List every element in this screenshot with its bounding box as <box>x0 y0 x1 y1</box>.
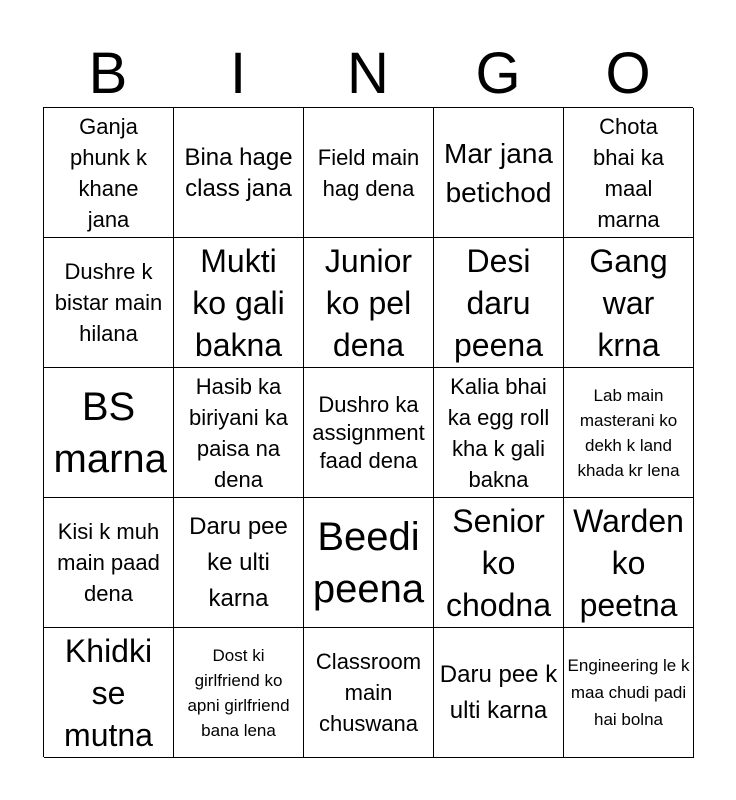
cell-text: Kalia bhai ka egg roll kha k gali bakna <box>447 373 550 492</box>
bingo-board <box>43 107 693 757</box>
bingo-cell[interactable] <box>44 498 174 628</box>
cell-text: Dushre k bistar main hilana <box>54 259 163 346</box>
cell-text: Dost ki girlfriend ko apni girlfriend bana lena <box>187 645 290 740</box>
bingo-cell[interactable] <box>564 238 694 368</box>
bingo-cell[interactable] <box>304 108 434 238</box>
cell-text: Beedi peena <box>312 514 425 611</box>
bingo-cell[interactable] <box>304 368 434 498</box>
header-letter-o: O <box>605 41 651 106</box>
bingo-cell[interactable] <box>174 238 304 368</box>
bingo-cell[interactable] <box>564 628 694 758</box>
cell-text: Hasib ka biriyani ka paisa na dena <box>188 373 289 492</box>
bingo-cell[interactable] <box>174 368 304 498</box>
cell-text: Field main hag dena <box>317 144 420 201</box>
bingo-cell[interactable] <box>304 238 434 368</box>
header-letter-g: G <box>475 41 521 106</box>
bingo-cell[interactable] <box>44 368 174 498</box>
bingo-cell[interactable] <box>434 108 564 238</box>
header-letter-n: N <box>347 41 389 106</box>
bingo-cell[interactable] <box>434 238 564 368</box>
cell-text: Junior ko pel dena <box>324 242 413 363</box>
cell-text: Ganja phunk k khane jana <box>69 113 148 232</box>
cell-text: Daru pee ke ulti karna <box>189 512 288 612</box>
cell-text: Classroom main chuswana <box>315 649 422 736</box>
header-letter-i: I <box>229 41 247 106</box>
bingo-cell[interactable] <box>174 498 304 628</box>
cell-text: Mar jana betichod <box>444 137 553 208</box>
bingo-cell[interactable] <box>174 108 304 238</box>
bingo-header <box>43 40 693 108</box>
bingo-cell[interactable] <box>434 498 564 628</box>
cell-text: Gang war krna <box>589 242 668 363</box>
bingo-cell[interactable] <box>44 238 174 368</box>
bingo-cell[interactable] <box>44 628 174 758</box>
cell-text: Desi daru peena <box>454 242 543 363</box>
bingo-cell[interactable] <box>434 368 564 498</box>
cell-text: BS marna <box>53 384 167 481</box>
cell-text: Kisi k muh main paad dena <box>57 519 160 606</box>
cell-text: Warden ko peetna <box>573 502 684 623</box>
cell-text: Dushro ka assignment faad dena <box>312 391 425 473</box>
cell-text: Chota bhai ka maal marna <box>593 113 664 232</box>
bingo-cell[interactable] <box>304 628 434 758</box>
header-letter-b: B <box>88 41 128 106</box>
bingo-cell[interactable] <box>434 628 564 758</box>
bingo-cell[interactable] <box>44 108 174 238</box>
cell-text: Daru pee k ulti karna <box>439 660 558 724</box>
cell-text: Mukti ko gali bakna <box>192 242 285 363</box>
cell-text: Lab main masterani ko dekh k land khada kr lena <box>577 385 680 480</box>
bingo-cell[interactable] <box>564 368 694 498</box>
cell-text: Engineering le k maa chudi padi hai bolna <box>567 656 690 729</box>
bingo-cell[interactable] <box>564 108 694 238</box>
bingo-cell[interactable] <box>174 628 304 758</box>
cell-text: Bina hage class jana <box>184 143 293 202</box>
bingo-cell[interactable] <box>564 498 694 628</box>
cell-text: Khidki se mutna <box>64 632 153 753</box>
cell-text: Senior ko chodna <box>446 502 551 623</box>
bingo-cell[interactable] <box>304 498 434 628</box>
